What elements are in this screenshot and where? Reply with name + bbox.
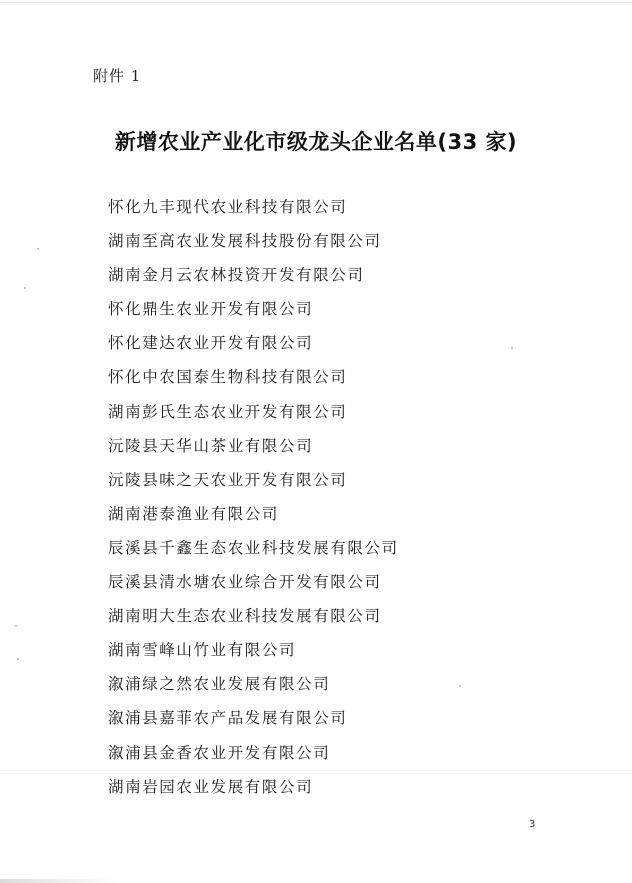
- document-title: 新增农业产业化市级龙头企业名单(33 家): [114, 130, 518, 154]
- scan-speck: [17, 658, 19, 660]
- company-item: 怀化九丰现代农业科技有限公司: [108, 198, 348, 216]
- scan-speck: [459, 685, 461, 687]
- scan-speck: [24, 287, 26, 289]
- company-item: 沅陵县味之天农业开发有限公司: [108, 470, 348, 489]
- company-item: 湖南岩园农业发展有限公司: [108, 777, 314, 796]
- company-item: 怀化建达农业开发有限公司: [108, 334, 314, 353]
- company-item: 湖南明大生态农业科技发展有限公司: [108, 607, 382, 626]
- attachment-label: 附件 1: [93, 67, 142, 85]
- company-item: 湖南雪峰山竹业有限公司: [108, 641, 297, 660]
- company-item: 溆浦县嘉菲农产品发展有限公司: [108, 709, 348, 728]
- scan-speck: [37, 248, 39, 250]
- company-item: 湖南金月云农林投资开发有限公司: [108, 266, 365, 285]
- company-item: 辰溪县千鑫生态农业科技发展有限公司: [108, 538, 399, 557]
- scan-speck: [511, 347, 513, 349]
- company-list: [108, 196, 399, 810]
- company-item: 沅陵县天华山茶业有限公司: [108, 436, 314, 455]
- company-item: 溆浦绿之然农业发展有限公司: [108, 675, 331, 694]
- scan-edge-shadow: [0, 879, 120, 883]
- scan-speck: [15, 625, 17, 627]
- company-item: 怀化中农国泰生物科技有限公司: [108, 368, 348, 387]
- company-item: 溆浦县金香农业开发有限公司: [108, 743, 331, 762]
- company-item: 辰溪县清水塘农业综合开发有限公司: [108, 573, 382, 592]
- company-item: 湖南港泰渔业有限公司: [108, 504, 280, 523]
- scan-edge-line: [0, 2, 632, 3]
- company-item: 怀化鼎生农业开发有限公司: [108, 300, 314, 319]
- page-number: 3: [529, 819, 536, 830]
- company-item: 湖南彭氏生态农业开发有限公司: [108, 402, 348, 421]
- company-item: 湖南至高农业发展科技股份有限公司: [108, 232, 382, 251]
